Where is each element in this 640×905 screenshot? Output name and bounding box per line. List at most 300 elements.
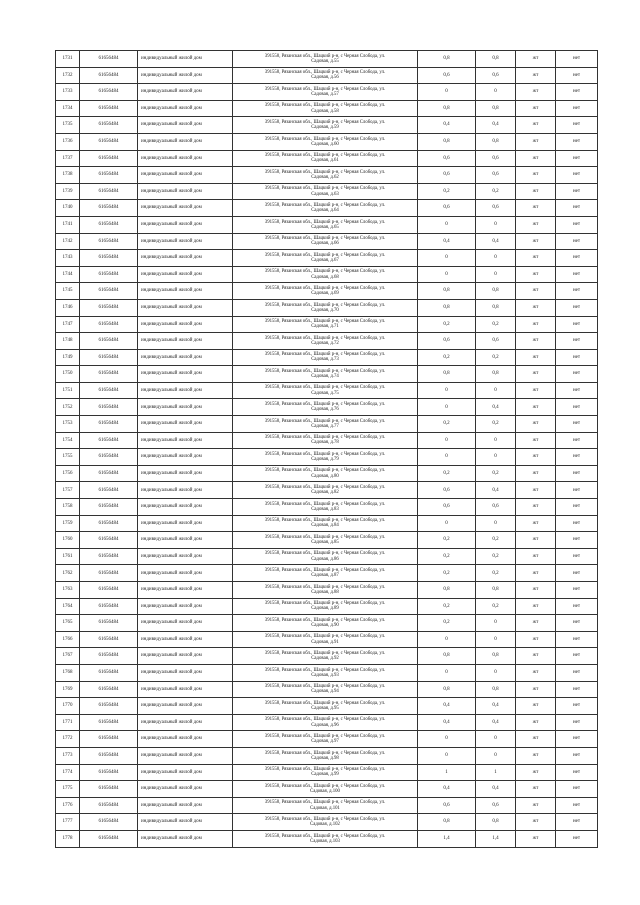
material-cell: жт xyxy=(516,814,556,831)
row-number-cell: 1757 xyxy=(56,482,80,499)
code-cell: 61656484 xyxy=(80,615,138,632)
object-type-cell: индивидуальный жилой дом xyxy=(138,781,233,798)
value-2-cell: 0 xyxy=(476,515,516,532)
code-cell: 61656484 xyxy=(80,681,138,698)
table-row xyxy=(56,200,598,217)
row-number-cell: 1733 xyxy=(56,84,80,101)
code-cell: 61656484 xyxy=(80,648,138,665)
object-type-cell: индивидуальный жилой дом xyxy=(138,499,233,516)
address-line-2: Садовая, д.100 xyxy=(310,788,340,794)
address-line-2: Садовая, д.64 xyxy=(311,208,339,214)
value-2-cell: 0,4 xyxy=(476,698,516,715)
address-line-1: 391558, Рязанская обл., Шацкий р-н, с Черная Слобода, ул. xyxy=(264,236,386,242)
table-row xyxy=(56,698,598,715)
object-type-cell: индивидуальный жилой дом xyxy=(138,465,233,482)
address-line-1: 391558, Рязанская обл., Шацкий р-н, с Черная Слобода, ул. xyxy=(264,119,386,125)
table-row xyxy=(56,366,598,383)
address-cell xyxy=(233,233,418,250)
object-type-cell: индивидуальный жилой дом xyxy=(138,250,233,267)
address-line-1: 391558, Рязанская обл., Шацкий р-н, с Черная Слобода, ул. xyxy=(264,518,386,524)
value-1-cell: 0,8 xyxy=(418,582,476,599)
code-cell: 61656484 xyxy=(80,482,138,499)
value-2-cell: 0,8 xyxy=(476,100,516,117)
code-cell: 61656484 xyxy=(80,664,138,681)
object-type-cell: индивидуальный жилой дом xyxy=(138,648,233,665)
address-line-2: Садовая, д.63 xyxy=(311,191,339,197)
code-cell: 61656484 xyxy=(80,814,138,831)
material-cell: жт xyxy=(516,416,556,433)
row-number-cell: 1766 xyxy=(56,631,80,648)
value-2-cell: 0 xyxy=(476,250,516,267)
value-1-cell: 0,6 xyxy=(418,200,476,217)
material-cell: жт xyxy=(516,100,556,117)
address-cell xyxy=(233,366,418,383)
flag-cell: нет xyxy=(556,449,598,466)
address-line-1: 391558, Рязанская обл., Шацкий р-н, с Черная Слобода, ул. xyxy=(264,352,386,358)
address-line-2: Садовая, д.101 xyxy=(310,805,340,811)
material-cell: жт xyxy=(516,200,556,217)
table-body xyxy=(56,51,598,848)
address-line-1: 391558, Рязанская обл., Шацкий р-н, с Черная Слобода, ул. xyxy=(264,451,386,457)
flag-cell: нет xyxy=(556,333,598,350)
object-type-cell: индивидуальный жилой дом xyxy=(138,150,233,167)
code-cell: 61656484 xyxy=(80,797,138,814)
flag-cell: нет xyxy=(556,814,598,831)
object-type-cell: индивидуальный жилой дом xyxy=(138,366,233,383)
table-row xyxy=(56,399,598,416)
row-number-cell: 1772 xyxy=(56,731,80,748)
table-row xyxy=(56,565,598,582)
object-type-cell: индивидуальный жилой дом xyxy=(138,681,233,698)
address-line-2: Садовая, д.62 xyxy=(311,174,339,180)
value-1-cell: 0,2 xyxy=(418,532,476,549)
code-cell: 61656484 xyxy=(80,399,138,416)
row-number-cell: 1752 xyxy=(56,399,80,416)
address-cell xyxy=(233,349,418,366)
table-row xyxy=(56,499,598,516)
address-cell xyxy=(233,598,418,615)
address-line-2: Садовая, д.61 xyxy=(311,158,339,164)
value-2-cell: 0,6 xyxy=(476,499,516,516)
material-cell: жт xyxy=(516,183,556,200)
address-cell xyxy=(233,731,418,748)
material-cell: жт xyxy=(516,797,556,814)
value-1-cell: 0,2 xyxy=(418,183,476,200)
address-cell xyxy=(233,781,418,798)
value-2-cell: 0,8 xyxy=(476,51,516,68)
row-number-cell: 1745 xyxy=(56,283,80,300)
material-cell: жт xyxy=(516,366,556,383)
address-line-2: Садовая, д.66 xyxy=(311,241,339,247)
flag-cell: нет xyxy=(556,648,598,665)
material-cell: жт xyxy=(516,631,556,648)
row-number-cell: 1768 xyxy=(56,664,80,681)
value-1-cell: 0 xyxy=(418,631,476,648)
address-line-1: 391558, Рязанская обл., Шацкий р-н, с Черная Слобода, ул. xyxy=(264,568,386,573)
table-row xyxy=(56,515,598,532)
value-1-cell: 0 xyxy=(418,432,476,449)
address-line-1: 391558, Рязанская обл., Шацкий р-н, с Черная Слобода, ул. xyxy=(264,136,386,142)
address-line-2: Садовая, д.92 xyxy=(311,656,339,662)
address-cell xyxy=(233,432,418,449)
value-1-cell: 0,4 xyxy=(418,698,476,715)
value-2-cell: 0,8 xyxy=(476,299,516,316)
value-1-cell: 0,2 xyxy=(418,465,476,482)
address-line-2: Садовая, д.55 xyxy=(311,58,339,64)
code-cell: 61656484 xyxy=(80,382,138,399)
address-line-2: Садовая, д.74 xyxy=(311,374,339,380)
object-type-cell: индивидуальный жилой дом xyxy=(138,598,233,615)
value-1-cell: 0,8 xyxy=(418,814,476,831)
address-cell xyxy=(233,499,418,516)
object-type-cell: индивидуальный жилой дом xyxy=(138,797,233,814)
address-line-1: 391558, Рязанская обл., Шацкий р-н, с Черная Слобода, ул. xyxy=(264,186,386,192)
object-type-cell: индивидуальный жилой дом xyxy=(138,416,233,433)
address-cell xyxy=(233,250,418,267)
value-2-cell: 0,4 xyxy=(476,117,516,134)
address-line-1: 391558, Рязанская обл., Шацкий р-н, с Черная Слобода, ул. xyxy=(264,717,386,723)
value-1-cell: 0,8 xyxy=(418,366,476,383)
table-row xyxy=(56,631,598,648)
address-cell xyxy=(233,449,418,466)
value-2-cell: 0,2 xyxy=(476,183,516,200)
flag-cell: нет xyxy=(556,299,598,316)
table-row xyxy=(56,233,598,250)
value-2-cell: 0,4 xyxy=(476,714,516,731)
address-line-1: 391558, Рязанская обл., Шацкий р-н, с Черная Слобода, ул. xyxy=(264,634,386,640)
code-cell: 61656484 xyxy=(80,84,138,101)
address-line-1: 391558, Рязанская обл., Шацкий р-н, с Черная Слобода, ул. xyxy=(264,252,386,258)
code-cell: 61656484 xyxy=(80,51,138,68)
flag-cell: нет xyxy=(556,681,598,698)
value-1-cell: 0 xyxy=(418,84,476,101)
value-1-cell: 0,8 xyxy=(418,133,476,150)
address-line-1: 391558, Рязанская обл., Шацкий р-н, с Черная Слобода, ул. xyxy=(264,800,386,806)
flag-cell: нет xyxy=(556,499,598,516)
value-2-cell: 0,2 xyxy=(476,565,516,582)
flag-cell: нет xyxy=(556,167,598,184)
address-line-1: 391558, Рязанская обл., Шацкий р-н, с Черная Слобода, ул. xyxy=(264,617,386,623)
address-line-1: 391558, Рязанская обл., Шацкий р-н, с Черная Слобода, ул. xyxy=(264,700,386,706)
object-type-cell: индивидуальный жилой дом xyxy=(138,200,233,217)
object-type-cell: индивидуальный жилой дом xyxy=(138,747,233,764)
code-cell: 61656484 xyxy=(80,631,138,648)
value-1-cell: 0,6 xyxy=(418,333,476,350)
flag-cell: нет xyxy=(556,664,598,681)
object-type-cell: индивидуальный жилой дом xyxy=(138,333,233,350)
address-cell xyxy=(233,681,418,698)
material-cell: жт xyxy=(516,747,556,764)
material-cell: жт xyxy=(516,382,556,399)
address-line-2: Садовая, д.75 xyxy=(311,390,339,396)
table-row xyxy=(56,664,598,681)
code-cell: 61656484 xyxy=(80,714,138,731)
address-line-1: 391558, Рязанская обл., Шацкий р-н, с Черная Слобода, ул. xyxy=(264,534,386,540)
table-row xyxy=(56,714,598,731)
address-line-2: Садовая, д.103 xyxy=(310,838,340,844)
address-cell xyxy=(233,648,418,665)
row-number-cell: 1778 xyxy=(56,830,80,847)
table-row xyxy=(56,797,598,814)
table-row xyxy=(56,648,598,665)
value-1-cell: 0,8 xyxy=(418,283,476,300)
row-number-cell: 1775 xyxy=(56,781,80,798)
row-number-cell: 1764 xyxy=(56,598,80,615)
table-row xyxy=(56,266,598,283)
address-cell xyxy=(233,482,418,499)
object-type-cell: индивидуальный жилой дом xyxy=(138,266,233,283)
address-cell xyxy=(233,316,418,333)
value-2-cell: 0,8 xyxy=(476,366,516,383)
flag-cell: нет xyxy=(556,432,598,449)
flag-cell: нет xyxy=(556,565,598,582)
address-cell xyxy=(233,200,418,217)
address-cell xyxy=(233,216,418,233)
value-2-cell: 0,2 xyxy=(476,416,516,433)
table-row xyxy=(56,781,598,798)
value-1-cell: 0,6 xyxy=(418,167,476,184)
object-type-cell: индивидуальный жилой дом xyxy=(138,714,233,731)
flag-cell: нет xyxy=(556,366,598,383)
object-type-cell: индивидуальный жилой дом xyxy=(138,399,233,416)
code-cell: 61656484 xyxy=(80,133,138,150)
value-1-cell: 0,4 xyxy=(418,117,476,134)
value-1-cell: 0 xyxy=(418,449,476,466)
address-cell xyxy=(233,117,418,134)
material-cell: жт xyxy=(516,598,556,615)
object-type-cell: индивидуальный жилой дом xyxy=(138,664,233,681)
code-cell: 61656484 xyxy=(80,515,138,532)
row-number-cell: 1758 xyxy=(56,499,80,516)
row-number-cell: 1762 xyxy=(56,565,80,582)
row-number-cell: 1731 xyxy=(56,51,80,68)
value-2-cell: 0,2 xyxy=(476,598,516,615)
row-number-cell: 1749 xyxy=(56,349,80,366)
material-cell: жт xyxy=(516,117,556,134)
address-cell xyxy=(233,183,418,200)
object-type-cell: индивидуальный жилой дом xyxy=(138,615,233,632)
row-number-cell: 1732 xyxy=(56,67,80,84)
address-line-1: 391558, Рязанская обл., Шацкий р-н, с Черная Слобода, ул. xyxy=(264,468,386,474)
value-2-cell: 0,2 xyxy=(476,548,516,565)
code-cell: 61656484 xyxy=(80,465,138,482)
row-number-cell: 1739 xyxy=(56,183,80,200)
material-cell: жт xyxy=(516,299,556,316)
value-2-cell: 0,8 xyxy=(476,582,516,599)
table-row xyxy=(56,316,598,333)
row-number-cell: 1771 xyxy=(56,714,80,731)
value-1-cell: 0 xyxy=(418,664,476,681)
flag-cell: нет xyxy=(556,714,598,731)
value-2-cell: 0,4 xyxy=(476,399,516,416)
code-cell: 61656484 xyxy=(80,266,138,283)
object-type-cell: индивидуальный жилой дом xyxy=(138,167,233,184)
address-line-1: 391558, Рязанская обл., Шацкий р-н, с Черная Слобода, ул. xyxy=(264,153,386,159)
value-1-cell: 0,6 xyxy=(418,499,476,516)
address-line-1: 391558, Рязанская обл., Шацкий р-н, с Черная Слобода, ул. xyxy=(264,551,386,557)
row-number-cell: 1769 xyxy=(56,681,80,698)
address-cell xyxy=(233,631,418,648)
address-line-2: Садовая, д.91 xyxy=(311,639,339,645)
material-cell: жт xyxy=(516,67,556,84)
code-cell: 61656484 xyxy=(80,333,138,350)
table-row xyxy=(56,814,598,831)
value-2-cell: 0,8 xyxy=(476,133,516,150)
flag-cell: нет xyxy=(556,698,598,715)
address-line-1: 391558, Рязанская обл., Шацкий р-н, с Черная Слобода, ул. xyxy=(264,70,386,76)
row-number-cell: 1747 xyxy=(56,316,80,333)
object-type-cell: индивидуальный жилой дом xyxy=(138,216,233,233)
object-type-cell: индивидуальный жилой дом xyxy=(138,764,233,781)
material-cell: жт xyxy=(516,349,556,366)
address-line-2: Садовая, д.95 xyxy=(311,705,339,711)
address-line-1: 391558, Рязанская обл., Шацкий р-н, с Черная Слобода, ул. xyxy=(264,202,386,208)
table-row xyxy=(56,51,598,68)
document-page xyxy=(55,50,597,848)
address-line-1: 391558, Рязанская обл., Шацкий р-н, с Черная Слобода, ул. xyxy=(264,650,386,656)
value-2-cell: 0,4 xyxy=(476,482,516,499)
code-cell: 61656484 xyxy=(80,100,138,117)
material-cell: жт xyxy=(516,250,556,267)
material-cell: жт xyxy=(516,582,556,599)
row-number-cell: 1753 xyxy=(56,416,80,433)
material-cell: жт xyxy=(516,233,556,250)
table-row xyxy=(56,67,598,84)
row-number-cell: 1740 xyxy=(56,200,80,217)
address-cell xyxy=(233,548,418,565)
flag-cell: нет xyxy=(556,382,598,399)
flag-cell: нет xyxy=(556,316,598,333)
value-2-cell: 1 xyxy=(476,764,516,781)
address-line-1: 391558, Рязанская обл., Шацкий р-н, с Черная Слобода, ул. xyxy=(264,435,386,441)
code-cell: 61656484 xyxy=(80,200,138,217)
object-type-cell: индивидуальный жилой дом xyxy=(138,582,233,599)
value-1-cell: 0,2 xyxy=(418,349,476,366)
code-cell: 61656484 xyxy=(80,731,138,748)
flag-cell: нет xyxy=(556,283,598,300)
object-type-cell: индивидуальный жилой дом xyxy=(138,482,233,499)
material-cell: жт xyxy=(516,316,556,333)
material-cell: жт xyxy=(516,648,556,665)
address-cell xyxy=(233,299,418,316)
code-cell: 61656484 xyxy=(80,532,138,549)
address-line-1: 391558, Рязанская обл., Шацкий р-н, с Черная Слобода, ул. xyxy=(264,219,386,225)
value-2-cell: 0,6 xyxy=(476,167,516,184)
material-cell: жт xyxy=(516,51,556,68)
value-2-cell: 0,2 xyxy=(476,316,516,333)
table-row xyxy=(56,84,598,101)
value-1-cell: 0 xyxy=(418,515,476,532)
material-cell: жт xyxy=(516,781,556,798)
value-1-cell: 0,4 xyxy=(418,233,476,250)
code-cell: 61656484 xyxy=(80,299,138,316)
table-row xyxy=(56,333,598,350)
code-cell: 61656484 xyxy=(80,698,138,715)
flag-cell: нет xyxy=(556,465,598,482)
object-type-cell: индивидуальный жилой дом xyxy=(138,432,233,449)
row-number-cell: 1773 xyxy=(56,747,80,764)
object-type-cell: индивидуальный жилой дом xyxy=(138,67,233,84)
table-row xyxy=(56,465,598,482)
value-2-cell: 0,6 xyxy=(476,200,516,217)
value-2-cell: 0 xyxy=(476,731,516,748)
value-1-cell: 0 xyxy=(418,250,476,267)
value-2-cell: 0,2 xyxy=(476,532,516,549)
material-cell: жт xyxy=(516,681,556,698)
object-type-cell: индивидуальный жилой дом xyxy=(138,51,233,68)
value-1-cell: 0,2 xyxy=(418,598,476,615)
code-cell: 61656484 xyxy=(80,548,138,565)
table-row xyxy=(56,183,598,200)
address-line-1: 391558, Рязанская обл., Шацкий р-н, с Черная Слобода, ул. xyxy=(264,667,386,673)
object-type-cell: индивидуальный жилой дом xyxy=(138,100,233,117)
address-cell xyxy=(233,283,418,300)
address-line-1: 391558, Рязанская обл., Шацкий р-н, с Черная Слобода, ул. xyxy=(264,335,386,341)
value-2-cell: 0,6 xyxy=(476,797,516,814)
material-cell: жт xyxy=(516,449,556,466)
flag-cell: нет xyxy=(556,349,598,366)
flag-cell: нет xyxy=(556,51,598,68)
value-1-cell: 0,6 xyxy=(418,797,476,814)
flag-cell: нет xyxy=(556,200,598,217)
address-line-1: 391558, Рязанская обл., Шацкий р-н, с Черная Слобода, ул. xyxy=(264,783,386,789)
address-line-2: Садовая, д.89 xyxy=(311,606,339,612)
value-2-cell: 0 xyxy=(476,216,516,233)
address-cell xyxy=(233,67,418,84)
address-cell xyxy=(233,747,418,764)
flag-cell: нет xyxy=(556,582,598,599)
table-row xyxy=(56,250,598,267)
flag-cell: нет xyxy=(556,764,598,781)
address-cell xyxy=(233,51,418,68)
object-type-cell: индивидуальный жилой дом xyxy=(138,183,233,200)
flag-cell: нет xyxy=(556,731,598,748)
row-number-cell: 1759 xyxy=(56,515,80,532)
row-number-cell: 1734 xyxy=(56,100,80,117)
material-cell: жт xyxy=(516,482,556,499)
object-type-cell: индивидуальный жилой дом xyxy=(138,117,233,134)
value-2-cell: 1,4 xyxy=(476,830,516,847)
value-1-cell: 0 xyxy=(418,266,476,283)
object-type-cell: индивидуальный жилой дом xyxy=(138,532,233,549)
address-cell xyxy=(233,515,418,532)
table-row xyxy=(56,349,598,366)
row-number-cell: 1743 xyxy=(56,250,80,267)
row-number-cell: 1767 xyxy=(56,648,80,665)
flag-cell: нет xyxy=(556,216,598,233)
address-line-2: Садовая, д.76 xyxy=(311,407,339,413)
address-line-2: Садовая, д.90 xyxy=(311,622,339,628)
material-cell: жт xyxy=(516,167,556,184)
code-cell: 61656484 xyxy=(80,565,138,582)
row-number-cell: 1763 xyxy=(56,582,80,599)
material-cell: жт xyxy=(516,150,556,167)
value-1-cell: 0,2 xyxy=(418,615,476,632)
material-cell: жт xyxy=(516,499,556,516)
address-line-1: 391558, Рязанская обл., Шацкий р-н, с Черная Слобода, ул. xyxy=(264,485,386,491)
flag-cell: нет xyxy=(556,598,598,615)
material-cell: жт xyxy=(516,133,556,150)
value-2-cell: 0,8 xyxy=(476,283,516,300)
object-type-cell: индивидуальный жилой дом xyxy=(138,133,233,150)
flag-cell: нет xyxy=(556,100,598,117)
value-2-cell: 0,6 xyxy=(476,67,516,84)
value-2-cell: 0,6 xyxy=(476,150,516,167)
value-2-cell: 0 xyxy=(476,84,516,101)
address-line-2: Садовая, д.84 xyxy=(311,523,339,529)
row-number-cell: 1750 xyxy=(56,366,80,383)
table-row xyxy=(56,382,598,399)
